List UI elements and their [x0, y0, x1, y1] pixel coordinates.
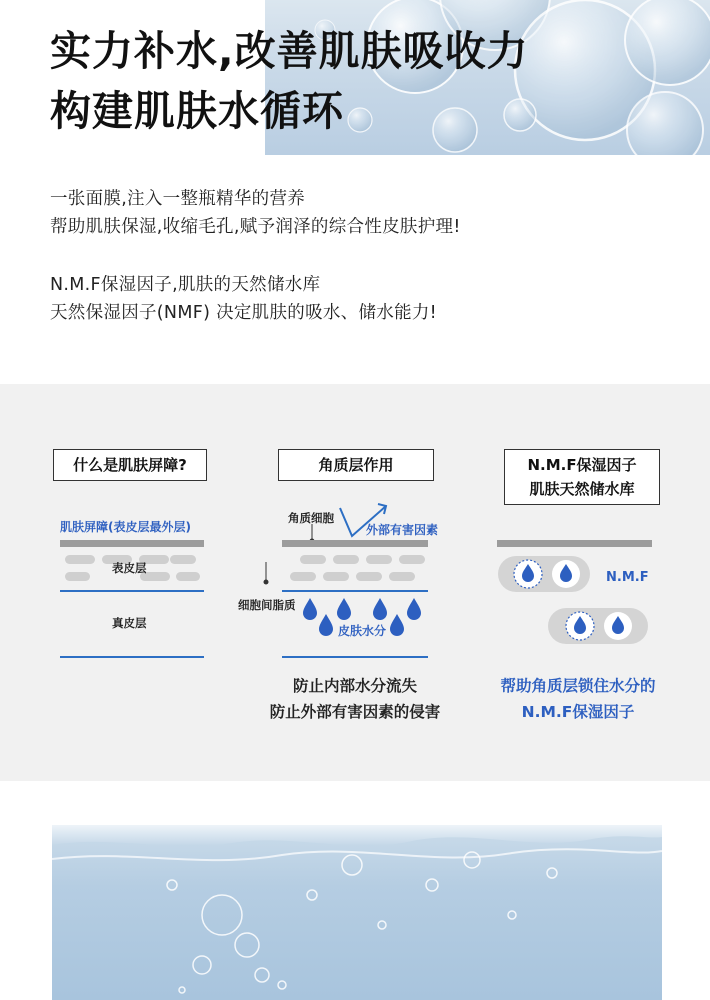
cell-brick [290, 572, 316, 581]
skin-water-label: 皮肤水分 [338, 624, 387, 638]
nmf-title-line1: N.M.F保湿因子 [527, 456, 637, 474]
cell-brick [323, 572, 349, 581]
external-factor-label: 外部有害因素 [366, 523, 439, 537]
nmf-label: N.M.F [606, 570, 649, 585]
barrier-title-box [53, 449, 207, 481]
cell-brick [65, 572, 90, 581]
hero-title-line2: 构建肌肤水循环 [50, 87, 344, 135]
nmf-caption-line2: N.M.F保湿因子 [521, 703, 635, 721]
cells-label: 角质细胞 [288, 511, 334, 525]
intro-line1: 一张面膜,注入一整瓶精华的营养 [50, 189, 306, 209]
dermis-line [60, 656, 204, 658]
barrier-label: 肌肤屏障(表皮层最外层) [60, 520, 191, 534]
stratum-caption-line2: 防止外部有害因素的侵害 [269, 703, 441, 721]
barrier-layer [60, 540, 204, 547]
hero-title-line1: 实力补水,改善肌肤吸收力 [50, 27, 529, 75]
dermis-label: 真皮层 [112, 616, 147, 630]
nmf-caption-line1: 帮助角质层锁住水分的 [500, 677, 656, 695]
nmf-title-line2: 肌肤天然储水库 [529, 480, 635, 498]
stratum-line [282, 590, 428, 592]
lipids-pointer-icon [262, 560, 276, 586]
epidermis-line [60, 590, 204, 592]
barrier-title: 什么是肌肤屏障? [73, 456, 187, 474]
epidermis-label: 表皮层 [112, 561, 147, 575]
cell-brick [356, 572, 382, 581]
nmf-capsules-icon [496, 552, 656, 644]
intro-line4: 天然保湿因子(NMF) 决定肌肤的吸水、储水能力! [50, 303, 437, 323]
cell-brick [176, 572, 200, 581]
stratum-layer [282, 540, 428, 547]
cell-brick [366, 555, 392, 564]
nmf-layer [497, 540, 652, 547]
cell-brick [65, 555, 95, 564]
stratum-bottom-line [282, 656, 428, 658]
cell-brick [333, 555, 359, 564]
intro-line2: 帮助肌肤保湿,收缩毛孔,赋予润泽的综合性皮肤护理! [50, 217, 461, 237]
cell-brick [300, 555, 326, 564]
water-splash-image [52, 825, 662, 1000]
intro-line3: N.M.F保湿因子,肌肤的天然储水库 [50, 275, 321, 295]
cell-brick [399, 555, 425, 564]
stratum-caption-line1: 防止内部水分流失 [292, 677, 417, 695]
stratum-title-box [278, 449, 434, 481]
stratum-title: 角质层作用 [318, 456, 394, 474]
nmf-title-box [504, 449, 660, 505]
lipids-label: 细胞间脂质 [238, 598, 296, 612]
cell-brick [170, 555, 196, 564]
cell-brick [389, 572, 415, 581]
